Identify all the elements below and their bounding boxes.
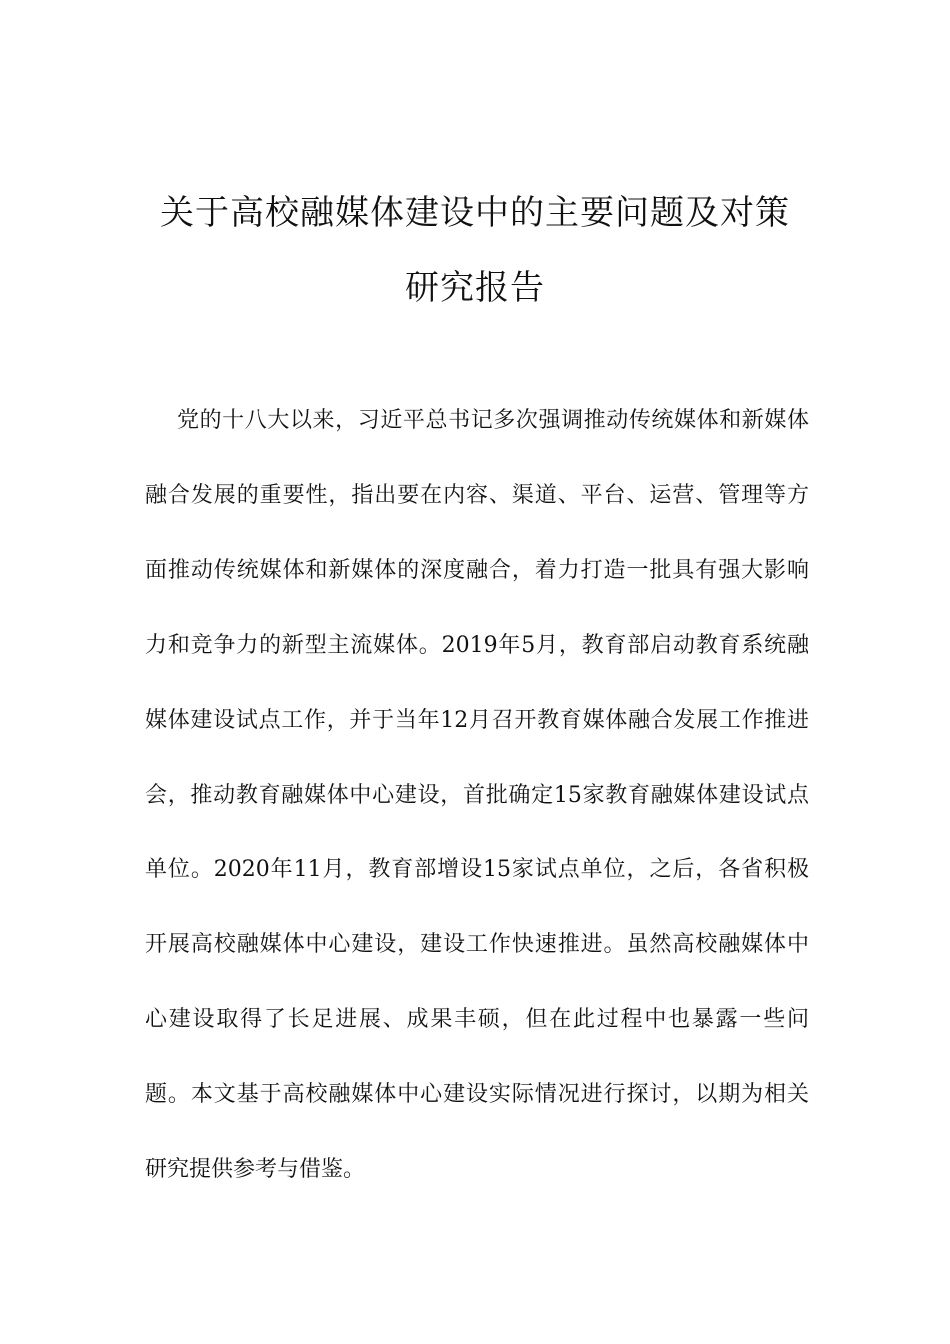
paragraph-line-last: 研究提供参考与借鉴。 [145, 1157, 366, 1182]
paragraph-line: 力和竞争力的新型主流媒体。2019年5月，教育部启动教育系统融 [145, 633, 809, 658]
paragraph-line: 媒体建设试点工作，并于当年12月召开教育媒体融合发展工作推进 [145, 708, 809, 733]
paragraph-line: 单位。2020年11月，教育部增设15家试点单位，之后，各省积极 [145, 857, 809, 882]
paragraph-line: 开展高校融媒体中心建设，建设工作快速推进。虽然高校融媒体中 [145, 932, 809, 957]
paragraph-line: 心建设取得了长足进展、成果丰硕，但在此过程中也暴露一些问 [145, 1007, 809, 1032]
paragraph-line: 会，推动教育融媒体中心建设，首批确定15家教育融媒体建设试点 [145, 783, 809, 808]
document-title-line-2: 研究报告 [405, 268, 545, 308]
paragraph-line: 融合发展的重要性，指出要在内容、渠道、平台、运营、管理等方 [145, 483, 809, 508]
paragraph-line: 面推动传统媒体和新媒体的深度融合，着力打造一批具有强大影响 [145, 558, 809, 583]
document-title-line-1: 关于高校融媒体建设中的主要问题及对策 [160, 193, 790, 233]
paragraph-line: 题。本文基于高校融媒体中心建设实际情况进行探讨，以期为相关 [145, 1082, 809, 1107]
paragraph-line: 党的十八大以来，习近平总书记多次强调推动传统媒体和新媒体 [177, 408, 809, 433]
